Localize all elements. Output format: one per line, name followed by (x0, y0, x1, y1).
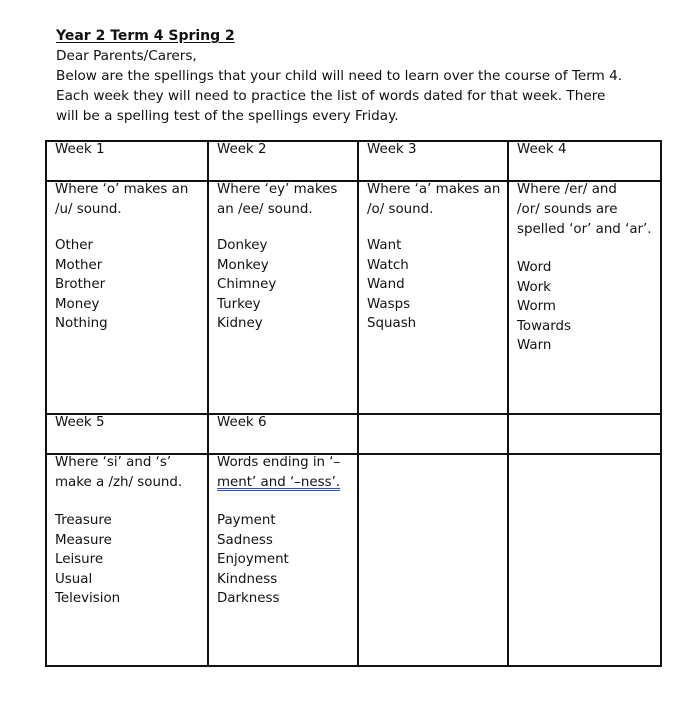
rule-line: Where ‘si’ and ‘s’ (55, 455, 172, 470)
spelling-word: Money (55, 296, 100, 312)
empty-header-cell (358, 414, 508, 454)
rule-line: /u/ sound. (55, 202, 122, 217)
spelling-word: Enjoyment (217, 552, 289, 568)
week-header-row (46, 141, 661, 181)
intro-line: Below are the spellings that your child will need to learn over the course of Term 4. (56, 68, 623, 84)
words-row (46, 181, 661, 414)
spelling-word: Treasure (55, 513, 112, 528)
week-3-rule (367, 181, 507, 220)
week-6-cell (208, 454, 358, 666)
spelling-word: Sadness (217, 532, 273, 548)
week-2-header-cell (208, 141, 358, 181)
spelling-word: Want (367, 238, 402, 253)
empty-header-cell (508, 414, 661, 454)
week-1-cell (46, 181, 208, 414)
page-title: Year 2 Term 4 Spring 2 (56, 28, 235, 44)
week-4-cell (508, 181, 661, 414)
week-4-word-list (517, 258, 660, 356)
words-row (46, 454, 661, 666)
week-6-label: Week 6 (217, 415, 267, 430)
spelling-word: Towards (517, 318, 571, 334)
rule-line: /or/ sounds are (517, 202, 618, 217)
week-2-word-list (217, 236, 357, 334)
week-4-header-cell (508, 141, 661, 181)
spelling-word: Payment (217, 513, 276, 528)
spelling-word: Brother (55, 277, 106, 293)
spelling-word: Measure (55, 532, 112, 548)
rule-line: ment’ and ‘–ness’. (217, 475, 341, 490)
rule-line: make a /zh/ sound. (55, 475, 183, 490)
week-1-label: Week 1 (55, 142, 105, 157)
spelling-word: Television (55, 591, 121, 607)
week-3-cell (358, 181, 508, 414)
rule-line: Where ‘o’ makes an (55, 182, 189, 197)
week-3-word-list (367, 236, 507, 334)
spelling-word: Squash (367, 316, 417, 332)
week-5-cell (46, 454, 208, 666)
week-5-rule (55, 454, 207, 493)
spelling-word: Work (517, 279, 551, 295)
spelling-word: Word (517, 260, 552, 275)
week-1-header-cell (46, 141, 208, 181)
rule-line: /o/ sound. (367, 202, 434, 217)
spelling-word: Wand (367, 277, 405, 293)
spelling-word: Kidney (217, 316, 263, 332)
rule-line: Words ending in ‘– (217, 455, 341, 470)
spelling-word: Leisure (55, 552, 104, 568)
spelling-word: Worm (517, 299, 556, 315)
spelling-word: Wasps (367, 296, 411, 312)
spelling-table (45, 140, 662, 667)
week-1-rule (55, 181, 207, 220)
spelling-word: Monkey (217, 257, 269, 273)
rule-line: spelled ‘or’ and ‘ar’. (517, 222, 652, 237)
spelling-word: Nothing (55, 316, 108, 332)
week-2-label: Week 2 (217, 142, 267, 157)
week-header-row (46, 414, 661, 454)
spelling-word: Warn (517, 338, 552, 354)
spelling-word: Other (55, 238, 94, 253)
empty-cell (358, 454, 508, 666)
spelling-word: Chimney (217, 277, 277, 293)
spelling-word: Turkey (217, 296, 261, 312)
week-1-word-list (55, 236, 207, 334)
spelling-word: Donkey (217, 238, 268, 253)
week-6-word-list (217, 511, 357, 609)
greeting-line: Dear Parents/Carers, (56, 48, 197, 64)
spelling-word: Watch (367, 257, 409, 273)
spelling-word: Kindness (217, 571, 278, 587)
week-2-rule (217, 181, 357, 220)
spelling-word: Usual (55, 571, 93, 587)
intro-line: Each week they will need to practice the list of words dated for that week. There (56, 88, 606, 104)
week-4-rule (517, 181, 660, 240)
rule-line: Where ‘ey’ makes (217, 182, 338, 197)
week-3-label: Week 3 (367, 142, 417, 157)
week-5-label: Week 5 (55, 415, 105, 430)
week-5-word-list (55, 511, 207, 609)
week-2-cell (208, 181, 358, 414)
rule-line: an /ee/ sound. (217, 202, 313, 217)
rule-line: Where /er/ and (517, 182, 617, 197)
letter-header (56, 26, 656, 126)
week-6-header-cell (208, 414, 358, 454)
week-5-header-cell (46, 414, 208, 454)
spelling-word: Darkness (217, 591, 280, 607)
empty-cell (508, 454, 661, 666)
spelling-word: Mother (55, 257, 103, 273)
intro-line: will be a spelling test of the spellings every Friday. (56, 108, 399, 124)
week-6-rule (217, 454, 357, 493)
rule-line: Where ‘a’ makes an (367, 182, 501, 197)
week-4-label: Week 4 (517, 142, 567, 157)
week-3-header-cell (358, 141, 508, 181)
